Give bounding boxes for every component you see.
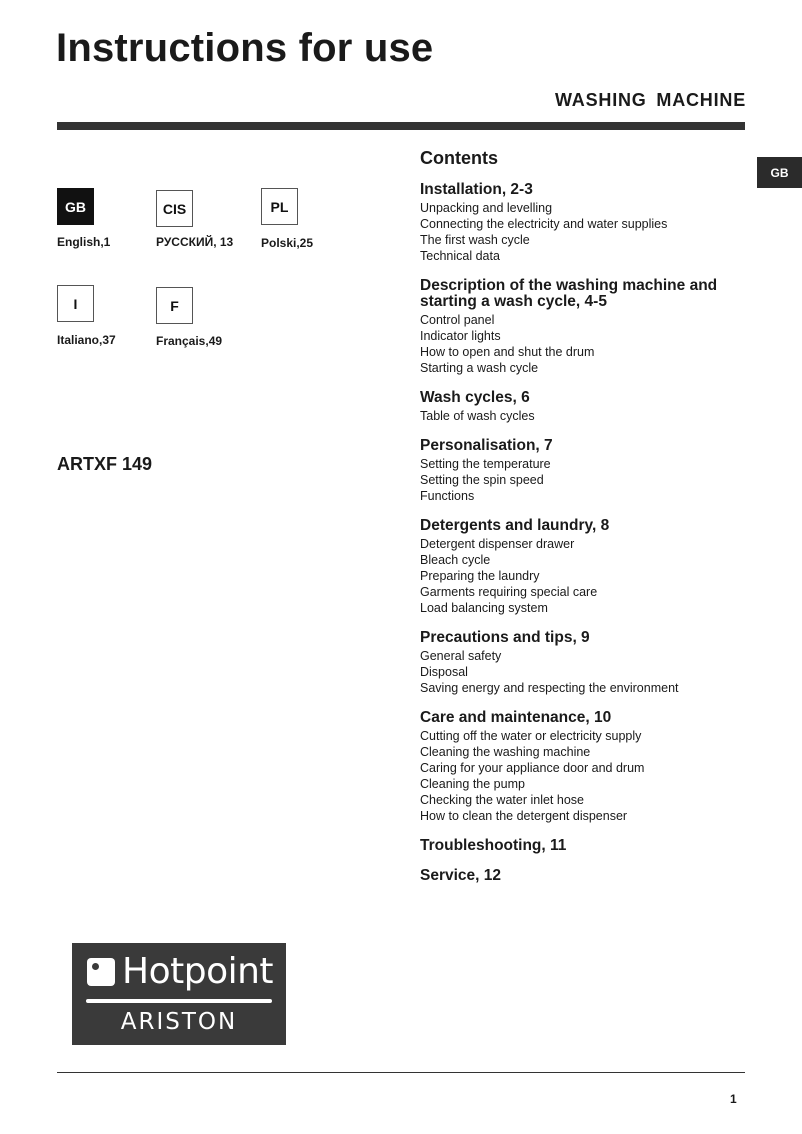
toc-section-installation bbox=[420, 182, 750, 264]
toc-item: Checking the water inlet hose bbox=[420, 793, 584, 807]
toc-item: Setting the temperature bbox=[420, 457, 551, 471]
toc-section-service bbox=[420, 868, 750, 884]
page-number: 1 bbox=[730, 1092, 737, 1106]
toc-item: Control panel bbox=[420, 313, 495, 327]
table-of-contents bbox=[420, 148, 750, 898]
toc-heading: Care and maintenance, 10 bbox=[420, 709, 612, 726]
toc-item: The first wash cycle bbox=[420, 233, 530, 247]
toc-heading: Troubleshooting, 11 bbox=[420, 837, 567, 854]
toc-item: How to clean the detergent dispenser bbox=[420, 809, 628, 823]
toc-section-troubleshooting bbox=[420, 838, 750, 854]
toc-section-detergents bbox=[420, 518, 750, 616]
toc-item: Starting a wash cycle bbox=[420, 361, 539, 375]
language-label-i: Italiano,37 bbox=[57, 333, 116, 347]
toc-heading: Wash cycles, 6 bbox=[420, 389, 530, 406]
toc-item: Preparing the laundry bbox=[420, 569, 540, 583]
language-side-tab: GB bbox=[757, 157, 802, 188]
hotpoint-square-icon bbox=[87, 958, 115, 986]
toc-heading: Precautions and tips, 9 bbox=[420, 629, 590, 646]
document-title: Instructions for use bbox=[56, 26, 434, 70]
language-box-pl: PL bbox=[261, 188, 298, 225]
toc-item: Load balancing system bbox=[420, 601, 548, 615]
toc-heading: Description of the washing machine and starting a wash cycle, 4-5 bbox=[420, 277, 718, 310]
toc-section-care bbox=[420, 710, 750, 824]
contents-title: Contents bbox=[420, 148, 498, 168]
toc-item: Indicator lights bbox=[420, 329, 501, 343]
language-label-pl: Polski,25 bbox=[261, 236, 314, 250]
toc-section-description bbox=[420, 278, 750, 376]
language-label-gb: English,1 bbox=[57, 235, 111, 249]
toc-section-precautions bbox=[420, 630, 750, 696]
toc-heading: Service, 12 bbox=[420, 867, 502, 884]
logo-brand-text: Hotpoint bbox=[122, 951, 274, 992]
logo-mark-dot bbox=[92, 963, 99, 970]
toc-item: How to open and shut the drum bbox=[420, 345, 595, 359]
hotpoint-ariston-logo bbox=[72, 943, 286, 1045]
toc-section-personalisation bbox=[420, 438, 750, 504]
language-box-f: F bbox=[156, 287, 193, 324]
toc-item: Setting the spin speed bbox=[420, 473, 544, 487]
logo-sub-text: ARISTON bbox=[120, 1009, 238, 1035]
toc-item: Table of wash cycles bbox=[420, 409, 535, 423]
language-label-f: Français,49 bbox=[156, 334, 223, 348]
toc-item: Garments requiring special care bbox=[420, 585, 598, 599]
header-divider bbox=[57, 122, 745, 130]
toc-item: Unpacking and levelling bbox=[420, 201, 553, 215]
toc-item: Connecting the electricity and water supplies bbox=[420, 217, 668, 231]
toc-item: Disposal bbox=[420, 665, 468, 679]
toc-item: Detergent dispenser drawer bbox=[420, 537, 575, 551]
toc-heading: Installation, 2-3 bbox=[420, 181, 533, 198]
language-box-gb: GB bbox=[57, 188, 94, 225]
toc-heading: Detergents and laundry, 8 bbox=[420, 517, 610, 534]
toc-section-wash-cycles bbox=[420, 390, 750, 424]
toc-item: Bleach cycle bbox=[420, 553, 491, 567]
toc-item: Technical data bbox=[420, 249, 500, 263]
toc-item: Caring for your appliance door and drum bbox=[420, 761, 645, 775]
document-subtitle: WASHING MACHINE bbox=[555, 90, 746, 110]
toc-heading: Personalisation, 7 bbox=[420, 437, 553, 454]
footer-divider bbox=[57, 1072, 745, 1073]
language-label-cis: РУССКИЙ, 13 bbox=[156, 235, 234, 249]
toc-item: Saving energy and respecting the environment bbox=[420, 681, 679, 695]
language-box-cis: CIS bbox=[156, 190, 193, 227]
toc-item: Cleaning the washing machine bbox=[420, 745, 591, 759]
language-box-i: I bbox=[57, 285, 94, 322]
toc-item: Functions bbox=[420, 489, 475, 503]
model-number: ARTXF 149 bbox=[57, 454, 153, 474]
toc-item: Cutting off the water or electricity supply bbox=[420, 729, 642, 743]
logo-divider-bar bbox=[86, 999, 272, 1003]
toc-item: General safety bbox=[420, 649, 502, 663]
toc-item: Cleaning the pump bbox=[420, 777, 525, 791]
